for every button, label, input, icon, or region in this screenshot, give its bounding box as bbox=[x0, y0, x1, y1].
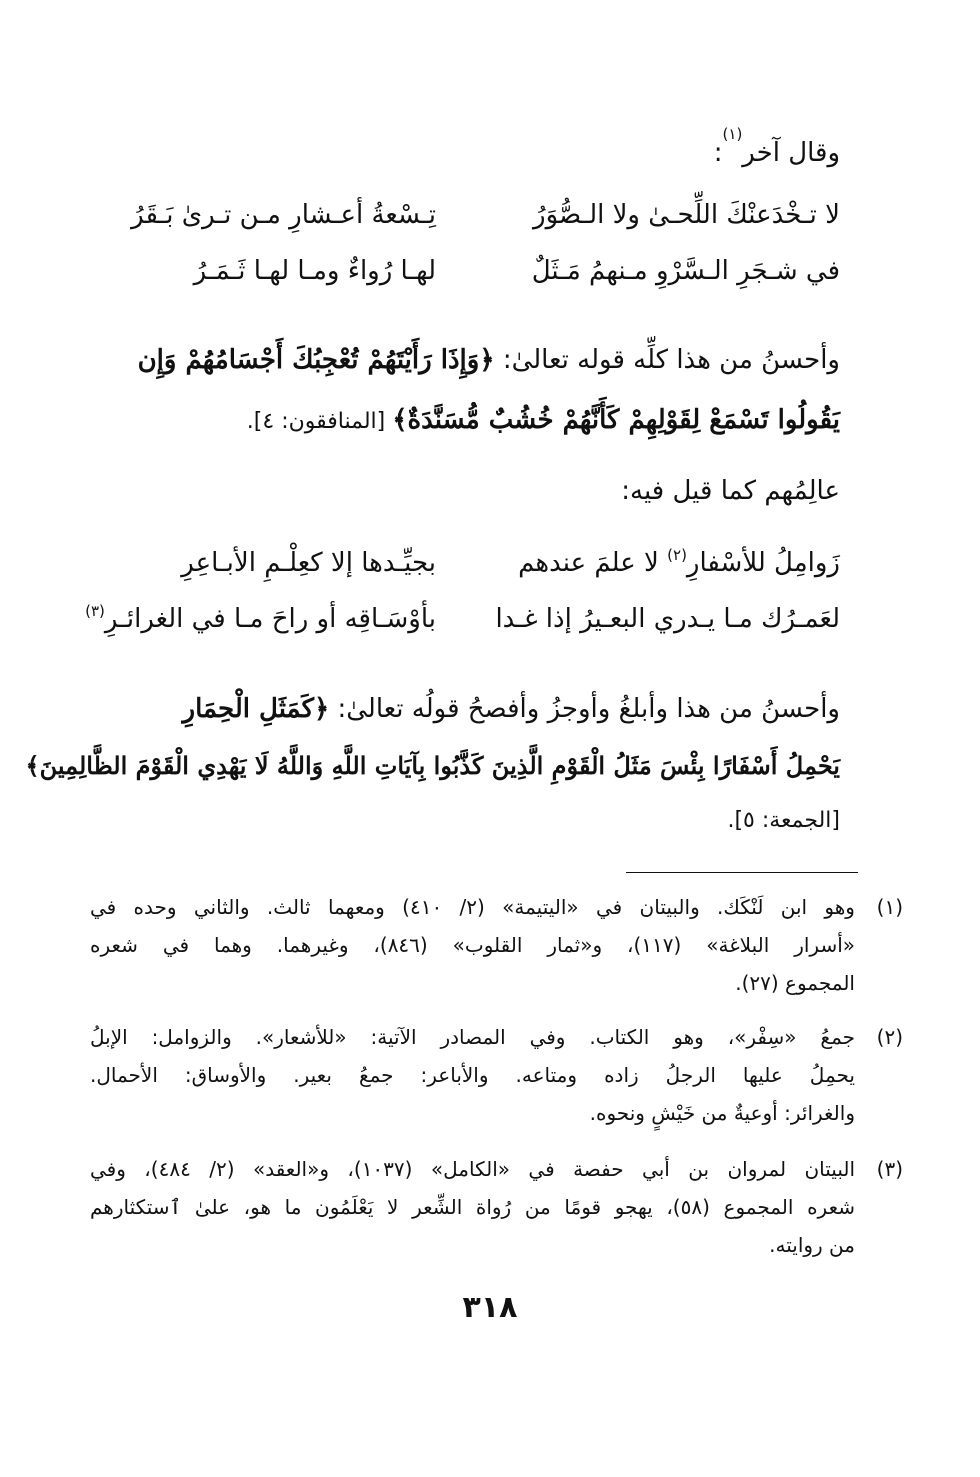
footnote-line: من روايته. bbox=[769, 1233, 855, 1257]
poem1-line1-second-hemistich: تِـسْعةُ أعـشارِ مـن تـرىٰ بَـقَرُ bbox=[131, 200, 436, 230]
poem2-line1-first-text: زَوامِلُ للأسْفارِ bbox=[686, 548, 840, 578]
poem1-line1-first-hemistich: لا تـخْدَعنْكَ اللِّحـىٰ ولا الـصُّوَرُ bbox=[533, 200, 840, 230]
footnote-number: (١) bbox=[876, 895, 903, 919]
poem1-line2-first-hemistich: في شـجَرِ الـسَّرْوِ مـنهمُ مَـثَلٌ bbox=[531, 256, 840, 286]
footnote-line: «أسرار البلاغة» (١١٧)، و«ثمار القلوب» (٨٤٦)، وغيرهما. وهما في شعره bbox=[90, 933, 856, 957]
poem2-line2-first-hemistich: لعَمـرُك مـا يـدري البعـيرُ إذا غـدا bbox=[495, 604, 840, 634]
paragraph-2-text: وأحسنُ من هذا وأبلغُ وأوجزُ وأفصحُ قولُه تعالىٰ: bbox=[329, 694, 840, 724]
footnote-1 bbox=[90, 888, 903, 1002]
footnote-ref-2: (٢) bbox=[667, 546, 687, 564]
poem2-intro: عالِمُهم كما قيل فيه: bbox=[621, 476, 840, 506]
page-number: ٣١٨ bbox=[462, 1290, 518, 1325]
footnote-line: والغرائر: أوعيةٌ من خَيْشٍ ونحوه. bbox=[589, 1101, 855, 1125]
paragraph-1-line-1 bbox=[138, 334, 840, 386]
poem-intro-text: وقال آخر bbox=[742, 138, 840, 168]
poem2-line1-second-hemistich: بجيِّـدها إلا كعِلْـمِ الأبـاعِرِ bbox=[181, 548, 436, 578]
footnote-divider bbox=[626, 872, 858, 873]
poem2-line1-first-tail: لا علمَ عندهم bbox=[518, 548, 668, 578]
footnote-ref-1: (١) bbox=[722, 125, 743, 143]
poem1-line2-second-hemistich: لهـا رُواءٌ ومـا لهـا ثَـمَـرُ bbox=[193, 256, 436, 286]
paragraph-2-line-1 bbox=[183, 683, 840, 735]
paragraph-2-line-2 bbox=[26, 740, 841, 792]
footnote-ref-3: (٣) bbox=[85, 602, 105, 620]
footnote-3 bbox=[90, 1150, 903, 1264]
quran-quote-2b: يَحْمِلُ أَسْفَارًا بِئْسَ مَثَلُ الْقَوْمِ الَّذِينَ كَذَّبُوا بِآيَاتِ اللَّهِ وَاللَّهُ لَا يَهْدِي الْقَوْمَ الظَّالِمِينَ﴾ bbox=[25, 751, 840, 780]
paragraph-1-text: وأحسنُ من هذا كلِّه قوله تعالىٰ: bbox=[494, 345, 840, 375]
footnote-number: (٣) bbox=[876, 1157, 903, 1181]
footnote-2 bbox=[90, 1018, 903, 1132]
quran-reference-2: [الجمعة: ٥]. bbox=[727, 808, 840, 833]
quran-quote-2a: ﴿كَمَثَلِ الْحِمَارِ bbox=[182, 694, 330, 724]
poem2-line2-second-hemistich bbox=[85, 602, 436, 634]
footnote-line: يحمِلُ عليها الرجلُ زاده ومتاعه. والأباعر: جمعُ بعير. والأوساق: الأحمال. bbox=[90, 1063, 855, 1087]
paragraph-1-line-2 bbox=[247, 394, 840, 448]
footnote-line: وهو ابن لَنْكَك. والبيتان في «اليتيمة» (٢/ ٤١٠) ومعهما ثالث. والثاني وحده في bbox=[90, 895, 855, 919]
poem2-line2-second-text: بأوْسَـاقِه أو راحَ مـا في الغرائـرِ bbox=[104, 604, 436, 634]
footnote-line: المجموع (٢٧). bbox=[735, 971, 855, 995]
poem-intro-colon: : bbox=[713, 138, 723, 168]
footnote-line: شعره المجموع (٥٨)، يهجو قومًا من رُواة الشِّعر لا يَعْلَمُون ما هو، علىٰ ٱستكثارهم bbox=[90, 1195, 855, 1219]
footnote-line: جمعُ «سِفْر»، وهو الكتاب. وفي المصادر الآتية: «للأشعار». والزوامل: الإبلُ bbox=[90, 1025, 855, 1049]
footnote-number: (٢) bbox=[876, 1025, 903, 1049]
quran-reference-1: [المنافقون: ٤]. bbox=[246, 409, 393, 434]
footnote-line: البيتان لمروان بن أبي حفصة في «الكامل» (١٠٣٧)، و«العقد» (٢/ ٤٨٤)، وفي bbox=[90, 1157, 856, 1181]
poem2-line1-first-hemistich bbox=[500, 548, 840, 578]
poem-intro bbox=[714, 127, 840, 179]
quran-quote-1b: يَقُولُوا تَسْمَعْ لِقَوْلِهِمْ كَأَنَّهُمْ خُشُبٌ مُّسَنَّدَةٌ﴾ bbox=[392, 405, 840, 435]
quran-quote-1a: ﴿وَإِذَا رَأَيْتَهُمْ تُعْجِبُكَ أَجْسَامُهُمْ وَإِن bbox=[137, 345, 495, 375]
